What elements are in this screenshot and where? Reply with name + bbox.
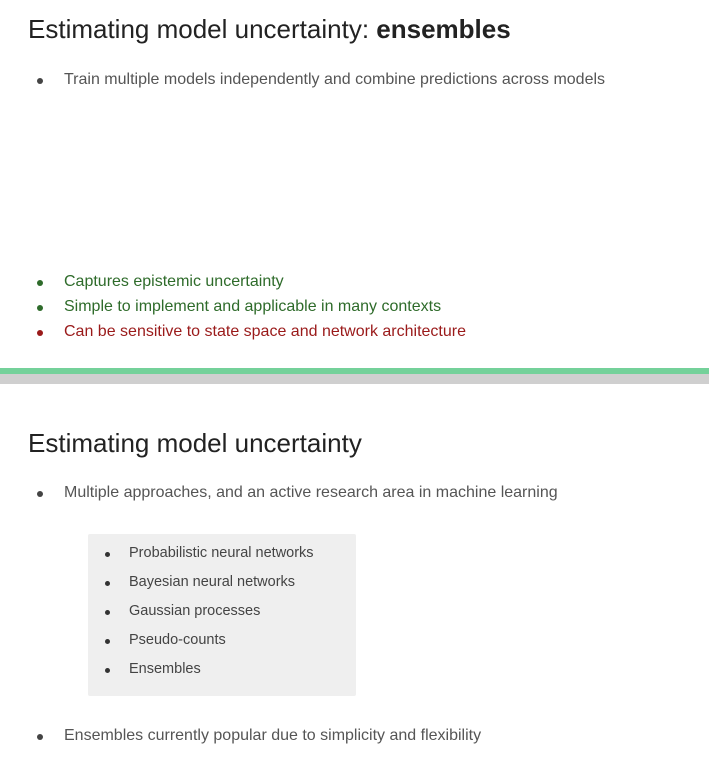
closing-bullet: Ensembles currently popular due to simplicity and flexibility (64, 727, 482, 744)
con-bullet-sensitive: Can be sensitive to state space and network architecture (64, 323, 466, 340)
title-prefix: Estimating model uncertainty: (28, 14, 377, 44)
approach-item: Probabilistic neural networks (129, 545, 314, 561)
approaches-box (88, 534, 356, 696)
slide-title (28, 14, 511, 45)
slide-model-uncertainty (0, 384, 709, 765)
approach-item: Bayesian neural networks (129, 574, 296, 590)
approach-item: Ensembles (129, 661, 201, 677)
intro-bullet: Train multiple models independently and combine predictions across models (64, 71, 606, 88)
slide-ensembles (0, 0, 709, 368)
intro-bullet: Multiple approaches, and an active research area in machine learning (64, 484, 558, 501)
approach-item: Gaussian processes (129, 603, 261, 619)
pro-bullet-epistemic: Captures epistemic uncertainty (64, 273, 284, 290)
approach-item: Pseudo-counts (129, 632, 226, 648)
title-emphasis: ensembles (376, 14, 511, 44)
slide-divider-gap (0, 374, 709, 384)
pro-bullet-simple: Simple to implement and applicable in many contexts (64, 298, 442, 315)
slide-title: Estimating model uncertainty (28, 428, 362, 458)
